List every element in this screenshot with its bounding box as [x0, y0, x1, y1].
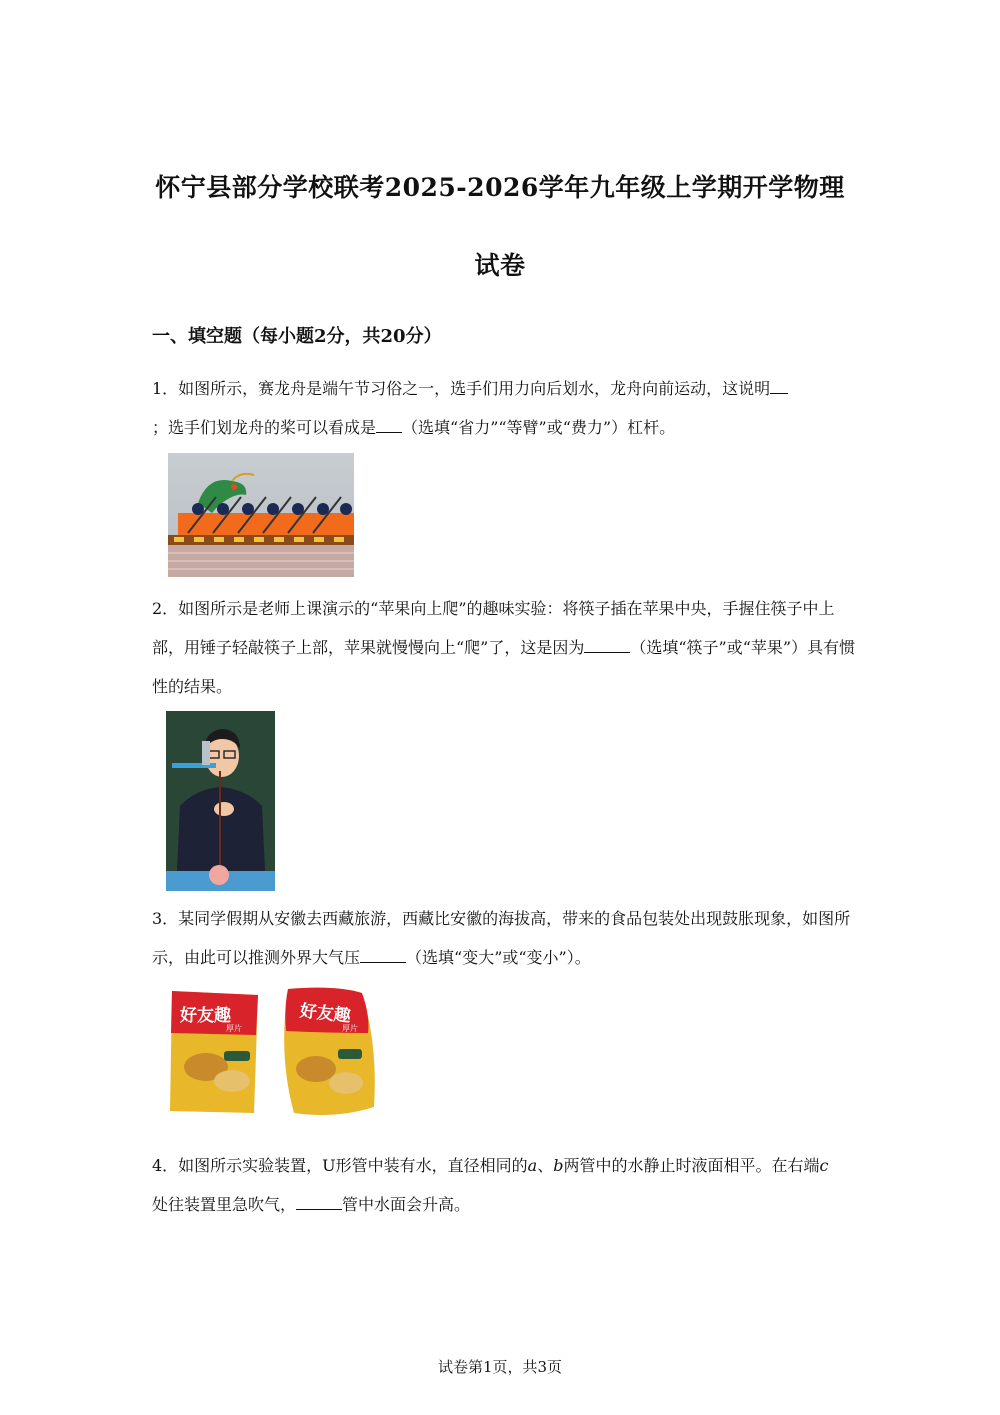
question-2-text-b: （选填“筷子”或“苹果”）具有惯性的结果。	[152, 638, 856, 696]
chips-sub-label: 厚片	[226, 1024, 242, 1033]
chips-sub-label: 厚片	[342, 1024, 358, 1033]
question-2-text-a: 2．如图所示是老师上课演示的“苹果向上爬”的趣味实验：将筷子插在苹果中央，手握住筷子中上部，用锤子轻敲筷子上部，苹果就慢慢向上“爬”了，这是因为	[152, 599, 835, 657]
apple-experiment-figure	[166, 711, 275, 891]
question-1-text-a: 1．如图所示，赛龙舟是端午节习俗之一，选手们用力向后划水，龙舟向前运动，这说明	[152, 379, 771, 398]
question-4-separator: 、	[537, 1156, 554, 1175]
variable-a: a	[527, 1156, 538, 1175]
chips-brand-label: 好友趣	[180, 1006, 231, 1026]
dragon-boat-figure	[168, 453, 354, 577]
question-4-text-a: 4．如图所示实验装置，U形管中装有水，直径相同的	[152, 1156, 528, 1175]
question-3	[152, 899, 872, 977]
question-4-text-c: 处往装置里急吹气，	[152, 1195, 297, 1214]
variable-c: c	[819, 1156, 829, 1175]
answer-blank	[770, 377, 788, 394]
chips-bags-figure	[166, 985, 384, 1117]
answer-blank	[584, 636, 630, 653]
answer-blank	[296, 1193, 342, 1210]
answer-blank	[360, 946, 406, 963]
question-1	[152, 369, 862, 447]
question-1-text-c: （选填“省力”“等臂”或“费力”）杠杆。	[402, 418, 676, 437]
question-4-text-d: 管中水面会升高。	[342, 1195, 471, 1214]
document-title-line2: 试卷	[474, 251, 526, 280]
page-footer: 试卷第1页，共3页	[437, 1358, 563, 1376]
question-1-text-b: ；选手们划龙舟的桨可以看成是	[152, 418, 377, 437]
answer-blank	[376, 416, 402, 433]
chips-brand-label: 好友趣	[298, 1001, 352, 1027]
document-title-line1: 怀宁县部分学校联考2025-2026学年九年级上学期开学物理	[155, 173, 845, 202]
question-4-text-b: 两管中的水静止时液面相平。在右端	[563, 1156, 820, 1175]
variable-b: b	[553, 1156, 564, 1175]
question-2	[152, 589, 862, 706]
section-heading: 一、填空题（每小题2分，共20分）	[152, 326, 442, 347]
question-3-text-b: （选填“变大”或“变小”）。	[406, 948, 591, 967]
question-4	[152, 1146, 842, 1224]
question-3-text-a: 3．某同学假期从安徽去西藏旅游，西藏比安徽的海拔高，带来的食品包装处出现鼓胀现象，如图所示，由此可以推测外界大气压	[152, 909, 851, 967]
